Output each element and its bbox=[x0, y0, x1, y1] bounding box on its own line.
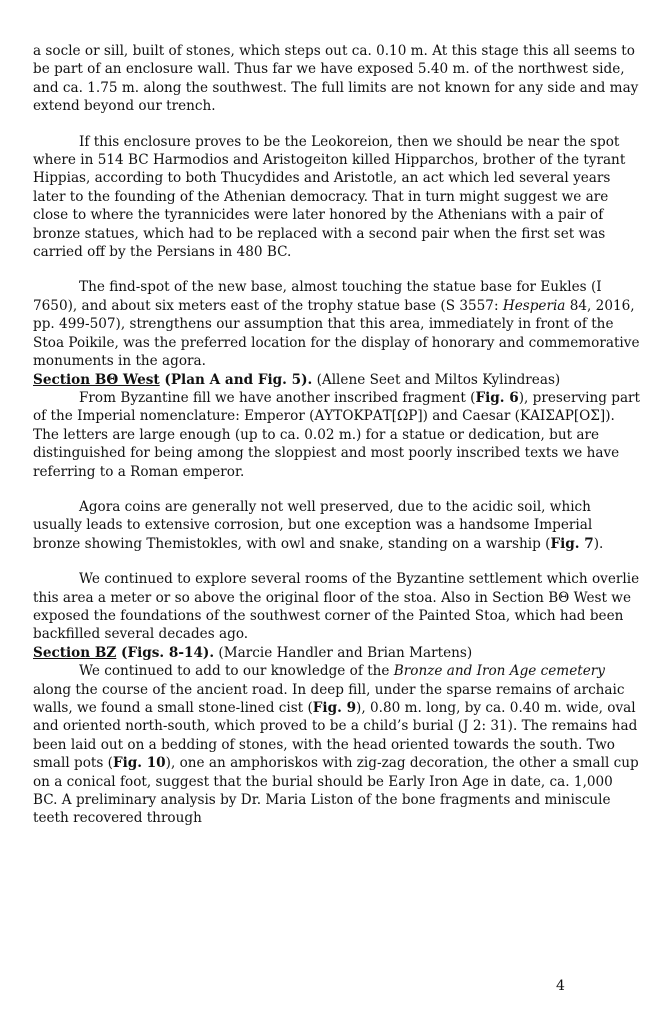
paragraph-text-part: ), one an amphoriskos with zig-zag decoration, the other a small cup on a conical foot, suggest that the burial should be Early Iron Age in date, ca. 1,000 BC. A preliminary analysis by Dr. Maria Liston of the bone fragments and miniscule teeth recovered through bbox=[33, 755, 639, 827]
figure-reference: Fig. 9 bbox=[312, 700, 357, 716]
figure-reference: Fig. 7 bbox=[550, 535, 594, 552]
paragraph-byzantine-settlement bbox=[33, 570, 641, 644]
figure-reference: Fig. 10 bbox=[112, 755, 166, 772]
paragraph-inscribed-fragment bbox=[33, 389, 641, 481]
paragraph-text-part: 84, 2016, pp. 499-507), strengthens our assumption that this area, immediately in front of the Stoa Poikile, was the preferred location for the display of honorary and commemorative monuments in the agora. bbox=[33, 297, 640, 370]
paragraph-text-part: From Byzantine fill we have another inscribed fragment ( bbox=[79, 389, 476, 406]
document-page bbox=[33, 42, 641, 828]
section-title: Section BZ bbox=[33, 644, 117, 661]
page-number: 4 bbox=[556, 978, 565, 994]
paragraph-text-part: ), preserving part of the Imperial nomenclature: Emperor (ΑΥΤΟΚΡΑΤ[ΩΡ]) and Caesar (ΚΑΙΣΑΡ[ΟΣ]). The letters are large enough (up to ca. 0.02 m.) for a statue or dedication, but are distinguished for being among the sloppiest and most poorly inscribed texts we have referring to a Roman emperor. bbox=[33, 389, 641, 480]
paragraph-text-part: ). bbox=[593, 535, 604, 552]
paragraph-enclosure-wall bbox=[33, 42, 641, 116]
section-figure-refs: (Plan A and Fig. 5). bbox=[159, 371, 313, 388]
paragraph-text: a socle or sill, built of stones, which steps out ca. 0.10 m. At this stage this all seems to be part of an enclosure wall. Thus far we have exposed 5.40 m. of the northwest side, and ca. 1.75 m. along the southwest. The full limits are not known for any side and may extend beyond our trench. bbox=[33, 43, 639, 115]
paragraph-leokoreion bbox=[33, 133, 641, 262]
section-figure-refs: (Figs. 8-14). bbox=[116, 644, 215, 661]
paragraph-cemetery bbox=[33, 662, 641, 828]
paragraph-text-part: Agora coins are generally not well preserved, due to the acidic soil, which usually leads to extensive corrosion, but one exception was a handsome Imperial bronze showing Themistokles, with owl and snake, standing on a warship ( bbox=[33, 498, 593, 552]
section-heading-bz bbox=[33, 644, 641, 662]
italic-phrase: Bronze and Iron Age cemetery bbox=[393, 663, 605, 680]
paragraph-text-part: We continued to add to our knowledge of the bbox=[79, 663, 394, 680]
paragraph-text-part: along the course of the ancient road. In deep fill, under the sparse remains of archaic walls, we found a small stone-lined cist ( bbox=[33, 681, 625, 716]
paragraph-find-spot bbox=[33, 278, 641, 370]
section-title: Section BΘ West bbox=[33, 371, 160, 388]
paragraph-text-part: ), 0.80 m. long, by ca. 0.40 m. wide, oval and oriented north-south, which proved to be a child’s burial (J 2: 31). The remains had been laid out on a bedding of stones, with the head oriented towards the south. Two small pots ( bbox=[33, 700, 638, 772]
paragraph-text-part: The find-spot of the new base, almost touching the statue base for Eukles (I 7650), and about six meters east of the trophy statue base (S 3557: bbox=[33, 279, 602, 314]
paragraph-text: If this enclosure proves to be the Leokoreion, then we should be near the spot where in 514 BC Harmodios and Aristogeiton killed Hipparchos, brother of the tyrant Hippias, according to both Thucydides and Aristotle, an act which led several years later to the founding of the Athenian democracy. That in turn might suggest we are close to where the tyrannicides were later honored by the Athenians with a pair of bronze statues, which had to be replaced with a second pair when the first set was carried off by the Persians in 480 BC. bbox=[33, 133, 626, 261]
figure-reference: Fig. 6 bbox=[475, 389, 519, 406]
section-authors: (Marcie Handler and Brian Martens) bbox=[214, 644, 473, 661]
paragraph-agora-coins bbox=[33, 498, 641, 553]
section-heading-bth-west bbox=[33, 371, 641, 389]
paragraph-text: We continued to explore several rooms of the Byzantine settlement which overlie this area a meter or so above the original floor of the stoa. Also in Section BΘ West we exposed the foundations of the southwest corner of the Painted Stoa, which had been backfilled several decades ago. bbox=[33, 571, 640, 643]
section-authors: (Allene Seet and Miltos Kylindreas) bbox=[312, 371, 561, 388]
journal-title: Hesperia bbox=[502, 297, 566, 314]
